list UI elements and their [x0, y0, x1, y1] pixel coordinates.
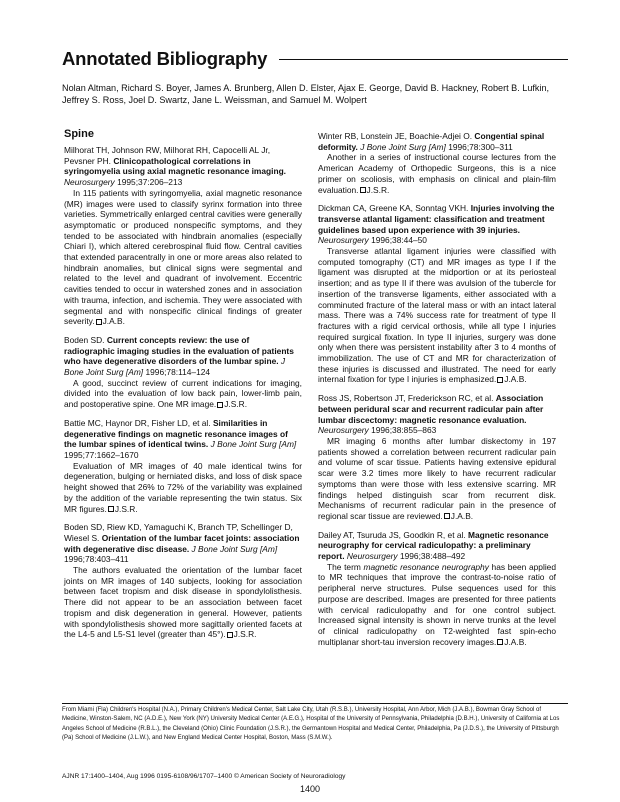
entry-authors: Boden SD.	[64, 334, 105, 345]
entry-reviewer: J.S.R.	[233, 629, 257, 640]
entry-summary	[318, 152, 556, 195]
entry-summary	[64, 378, 302, 410]
entry-title: Association between peridural scar and recurrent radicular pain after lumbar discectomy: magnetic resonance evaluation.	[318, 393, 544, 425]
entry-ref: 1996;38:44–50	[371, 235, 427, 246]
entry-authors: Milhorat TH, Johnson RW, Milhorat RH, Capocelli AL Jr, Pevsner PH.	[64, 145, 271, 166]
entry-title: Injuries involving the transverse atlantal ligament: classification and treatment guidelines based upon experience with 39 injuries.	[318, 203, 555, 235]
entry-ref: 1996;38:488–492	[399, 551, 466, 562]
entry-source: Neurosurgery	[318, 425, 369, 436]
entry-summary	[318, 562, 556, 648]
entry-ref: 1996;78:300–311	[448, 141, 513, 152]
summary-text: Another in a series of instructional course lectures from the American Academy of Orthopedic Surgeons, this is a nice primer on scoliosis, with emphasis on clinical and plain-film evaluation.	[318, 152, 556, 195]
left-column	[64, 128, 302, 648]
reviewer-box-icon	[227, 632, 233, 638]
right-column	[318, 131, 556, 655]
summary-text: A good, succinct review of current indications for imaging, divided into the evaluation of low back pain, lower-limb pain, and postoperative spine. One MR image.	[64, 377, 302, 410]
entry-title: Magnetic resonance neurography for cervical radiculopathy: a preliminary report.	[318, 529, 549, 562]
summary-text: The term	[327, 561, 364, 572]
entry-ref: 1996;78:114–124	[145, 367, 211, 378]
entry-reviewer: J.A.B.	[450, 510, 474, 521]
entry-dickman	[318, 203, 556, 385]
entry-source: Neurosurgery	[318, 235, 369, 246]
entry-source: J Bone Joint Surg [Am]	[64, 356, 286, 378]
entry-authors: Boden SD, Riew KD, Yamaguchi K, Branch TP, Schellinger D, Wiesel S.	[64, 522, 293, 543]
reviewer-box-icon	[360, 187, 366, 193]
summary-text: The authors evaluated the orientation of the lumbar facet joints on MR images of 140 subjects, looking for association between facet tropism and disk disease in spondylolisthesis. There did not appear to be an association between facet tropism and disk degeneration in general. However, patients with spondylolisthesis showed more sagittally oriented facets at the L4-5 and L5-S1 level (greater than 45°).	[64, 565, 302, 640]
entry-summary	[64, 188, 302, 327]
entry-ref: 1996;38:855–863	[371, 425, 437, 436]
entry-summary	[64, 565, 302, 640]
entry-ross	[318, 393, 556, 521]
page-number: 1400	[299, 784, 321, 794]
entry-summary	[318, 436, 556, 522]
summary-term: magnetic resonance neurography	[363, 561, 489, 572]
page-title: Annotated Bibliography	[62, 48, 268, 69]
summary-text: Evaluation of MR images of 40 male identical twins for degeneration, bulging or herniated disks, and loss of disk space height showed that 26% to 72% of the variability was explained by the addition of the variable representing the twin status. Six MR figures.	[64, 460, 302, 514]
entry-title: Orientation of the lumbar facet joints: association with degenerative disc disease.	[64, 532, 300, 554]
entry-citation	[64, 145, 302, 188]
entry-source: J Bone Joint Surg [Am]	[210, 439, 297, 450]
entry-citation	[64, 335, 302, 378]
reviewer-box-icon	[217, 402, 223, 408]
entry-title: Current concepts review: the use of radiographic imaging studies in the evaluation of patients who have degenerative disorders of the lumbar spine.	[64, 334, 294, 367]
entry-source: Neurosurgery	[346, 551, 398, 562]
entry-battie	[64, 418, 302, 514]
reviewer-box-icon	[497, 639, 503, 645]
entry-source: J Bone Joint Surg [Am]	[191, 543, 278, 554]
entry-reviewer: J.S.R.	[224, 399, 248, 410]
entry-milhorat	[64, 145, 302, 327]
reviewer-box-icon	[96, 319, 102, 325]
entry-reviewer: J.S.R.	[366, 184, 390, 195]
entry-reviewer: J.A.B.	[504, 636, 527, 647]
summary-text: In 115 patients with syringomyelia, axial magnetic resonance (MR) images were used to classify syrinx formation into three varieties. Symmetrically enlarged central cavities were generally asymptomatic or produced nonspecific symptoms, and they tended to be associated with hindbrain anomalies (especially Chiari I), which altered cerebrospinal fluid flow. Central cavities that extended paracentrally in one or more areas also related to hindbrain anomalies, but clinical signs were segmental and related to the level and quadrant of involvement. Eccentric cavities tended to occur in watershed zones and in association with trauma, infection, and ischemia. They were associated with segmental and with nonspecific clinical findings of greater severity.	[64, 187, 302, 327]
entry-title: Congential spinal deformity.	[318, 131, 545, 152]
entry-reviewer: J.S.R.	[114, 503, 138, 514]
entry-summary	[64, 461, 302, 515]
entry-citation	[318, 530, 556, 562]
entry-authors: Dickman CA, Greene KA, Sonntag VKH.	[318, 203, 469, 214]
entry-dailey	[318, 530, 556, 648]
affiliations-footnote: From Miami (Fla) Children's Hospital (N.A.), Primary Children's Medical Center, Salt Lake City, Utah (R.S.B.), University Hospital, Ann Arbor, Mich (J.A.B.), Bowman Gray School of Medicine, Winston-Salem, NC (A.D.E.), New York (NY) University Medical Center (A.E.G.), Hospital of the University of Pennsylvania, Philadelphia (D.B.H.), University of California at Los Angeles School of Medicine (R.B.L.), the Cleveland (Ohio) Clinic Foundation (J.S.R.), the Germantown Hospital and Medical Center, Philadelphia, Pa (J.D.S.), the University of Pittsburgh (Pa) School of Medicine (J.L.W.), and New England Medical Center Hospital, Boston, Mass (S.M.W.).	[62, 707, 560, 741]
entry-citation	[318, 393, 556, 436]
entry-boden-facet	[64, 522, 302, 640]
entry-ref: 1995;77:1662–1670	[64, 449, 139, 460]
summary-text: Transverse atlantal ligament injuries were classified with computed tomography (CT) and MR images as type I if the ligament was disrupted at the midportion or at its periosteal insertion; and as type II if there was avulsion of the tubercle for insertion of the transverse ligaments, either associated with a comminuted fracture of the lateral mass or with an intact lateral mass. There was a 74% success rate for treatment of type II fractures with a rigid cervical orthosis, while all type I injuries required surgical fixation. In type II injuries, surgery was done only when there was persistent instability after 3 to 4 months of immobilization. The use of CT and MR for characterization of these injuries is discussed and illustrated. The need for early internal fixation for type I injuries is emphasized.	[318, 246, 556, 385]
entry-reviewer: J.A.B.	[102, 316, 125, 327]
page-header	[62, 46, 568, 72]
reviewer-box-icon	[444, 513, 450, 519]
reviewer-box-icon	[108, 506, 114, 512]
journal-citation-line: AJNR 17:1400–1404, Aug 1996 0195-6108/96/1707–1400 © American Society of Neuroradiology	[62, 773, 346, 780]
entry-winter	[318, 131, 556, 195]
author-list: Nolan Altman, Richard S. Boyer, James A. Brunberg, Allen D. Elster, Ajax E. George, David B. Hackney, Robert B. Lufkin, Jeffrey S. Ross, Joel D. Swartz, Jane L. Weissman, and Samuel M. Wolpert	[62, 83, 550, 106]
entry-authors: Winter RB, Lonstein JE, Boachie-Adjei O.	[318, 131, 473, 141]
entry-authors: Ross JS, Robertson JT, Frederickson RC, et al.	[318, 393, 494, 404]
entry-boden-review	[64, 335, 302, 410]
entry-source: J Bone Joint Surg [Am]	[360, 141, 446, 152]
entry-ref: 1996;78:403–411	[64, 554, 129, 565]
reviewer-box-icon	[497, 377, 503, 383]
header-rule	[279, 59, 568, 60]
entry-title: Similarities in degenerative findings on magnetic resonance images of the lumbar spines of identical twins.	[64, 417, 288, 450]
footnote-rule	[62, 703, 568, 704]
entry-citation	[64, 418, 302, 461]
entry-reviewer: J.A.B.	[504, 374, 527, 385]
entry-citation	[64, 522, 302, 565]
entry-authors: Dailey AT, Tsuruda JS, Goodkin R, et al.	[318, 529, 466, 540]
entry-citation	[318, 131, 556, 152]
entry-title: Clinicopathological correlations in syringomyelia using axial magnetic resonance imaging.	[64, 155, 287, 177]
entry-authors: Battie MC, Haynor DR, Fisher LD, et al.	[64, 417, 211, 428]
summary-text: MR imaging 6 months after lumbar diskectomy in 197 patients showed a correlation between recurrent radicular pain and volume of scar tissue. Patients having extensive epidural scar were 3.2 times more likely to have recurrent radicular symptoms than were those with less extensive scarring. MR findings helped distinguish scar from recurrent disk. Mechanisms of recurrent radicular pain in the presence of regional scar tissue are reviewed.	[318, 435, 556, 521]
entry-summary	[318, 246, 556, 385]
entry-source: Neurosurgery	[64, 177, 115, 188]
entry-citation	[318, 203, 556, 246]
entry-ref: 1995;37:206–213	[117, 177, 183, 188]
summary-text: has been applied to MR techniques that improve the contrast-to-noise ratio of peripheral nerve structures. Pulse sequences used for this purpose are described. Images are presented for three patients with cervical radiculopathy and for one control subject. Increased signal intensity is shown in nerve trunks at the level of clinical radiculopathy on T2-weighted fast spin-echo multiplanar short-tau inversion recovery images.	[318, 561, 556, 647]
section-heading: Spine	[64, 128, 94, 140]
